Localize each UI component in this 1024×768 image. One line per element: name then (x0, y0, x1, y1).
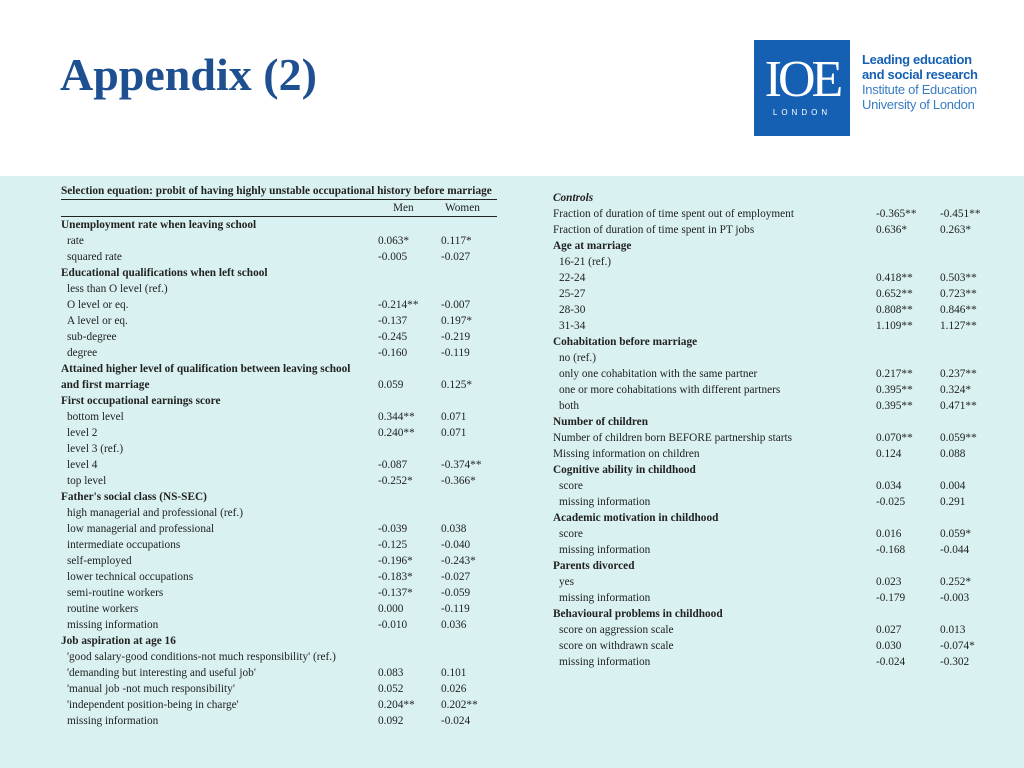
table-row (553, 590, 993, 606)
women-value: 0.026 (441, 683, 467, 695)
column-header-men: Men (393, 202, 414, 214)
controls-table (553, 190, 993, 670)
table-row (553, 286, 993, 302)
men-value: 0.395** (876, 384, 913, 396)
men-value: 0.240** (378, 427, 415, 439)
table-row (553, 494, 993, 510)
men-value: -0.005 (378, 251, 408, 263)
women-value: 0.503** (940, 272, 977, 284)
row-label: yes (559, 576, 575, 588)
row-label: only one cohabitation with the same partner (559, 368, 758, 380)
table-row (61, 297, 497, 313)
table-row (61, 505, 497, 521)
women-value: -0.027 (441, 571, 471, 583)
table-row (61, 457, 497, 473)
table-row (61, 313, 497, 329)
row-label: low managerial and professional (67, 523, 215, 535)
men-value: -0.214** (378, 299, 419, 311)
row-label: level 2 (67, 427, 98, 439)
row-label: score (559, 528, 583, 540)
men-value: -0.196* (378, 555, 413, 567)
women-value: 0.197* (441, 315, 473, 327)
women-value: -0.374** (441, 459, 482, 471)
women-value: 0.125* (441, 379, 473, 391)
row-label: 31-34 (559, 320, 586, 332)
row-label: level 3 (ref.) (67, 443, 124, 455)
row-label: less than O level (ref.) (67, 283, 168, 295)
table-row (61, 249, 497, 265)
women-value: -0.040 (441, 539, 471, 551)
row-label: 16-21 (ref.) (559, 256, 612, 268)
men-value: -0.025 (876, 496, 906, 508)
section-heading-row (61, 361, 497, 393)
men-value: -0.137* (378, 587, 413, 599)
men-value: 0.204** (378, 699, 415, 711)
women-value: 0.117* (441, 235, 472, 247)
row-label: squared rate (67, 251, 122, 263)
column-header-row (61, 200, 497, 217)
men-value: -0.160 (378, 347, 408, 359)
women-value: 0.723** (940, 288, 977, 300)
men-value: 0.016 (876, 528, 902, 540)
logo-mark: IOE (764, 51, 840, 108)
ioe-logo (754, 40, 850, 136)
men-value: 0.030 (876, 640, 902, 652)
row-label: Attained higher level of qualification between leaving school and first marriage (61, 363, 351, 391)
table-row (61, 409, 497, 425)
section-heading-row (61, 217, 497, 233)
row-label: Age at marriage (553, 240, 632, 252)
women-value: -0.059 (441, 587, 471, 599)
institute-line-1: Institute of Education (862, 82, 977, 97)
column-header-women: Women (445, 202, 480, 214)
row-label: sub-degree (67, 331, 117, 343)
row-label: intermediate occupations (67, 539, 181, 551)
table-row (61, 569, 497, 585)
selection-equation-table (61, 183, 497, 729)
men-value: 0.052 (378, 683, 404, 695)
women-value: -0.007 (441, 299, 471, 311)
row-label: Job aspiration at age 16 (61, 635, 176, 647)
row-label: score on withdrawn scale (559, 640, 674, 652)
tagline-line-1: Leading education (862, 52, 972, 67)
men-value: -0.010 (378, 619, 408, 631)
row-label: routine workers (67, 603, 139, 615)
row-label: Number of children (553, 416, 648, 428)
table-row (61, 681, 497, 697)
row-label: missing information (559, 496, 651, 508)
slide-title: Appendix (2) (60, 49, 317, 100)
table-row (61, 233, 497, 249)
men-value: 0.636* (876, 224, 908, 236)
table-row (553, 430, 993, 446)
women-value: 0.471** (940, 400, 977, 412)
table-row (553, 478, 993, 494)
women-value: -0.024 (441, 715, 471, 727)
women-value: -0.451** (940, 208, 981, 220)
row-label: no (ref.) (559, 352, 597, 364)
section-heading-row (553, 606, 993, 622)
row-label: missing information (559, 544, 651, 556)
row-label: self-employed (67, 555, 132, 567)
row-label: 25-27 (559, 288, 586, 300)
table-row (553, 542, 993, 558)
men-value: 0.000 (378, 603, 404, 615)
table-row (61, 473, 497, 489)
women-value: 0.846** (940, 304, 977, 316)
women-value: 0.263* (940, 224, 972, 236)
men-value: 0.023 (876, 576, 902, 588)
row-label: score on aggression scale (559, 624, 674, 636)
men-value: -0.024 (876, 656, 906, 668)
table-row (553, 222, 993, 238)
logo-sub: LONDON (772, 108, 832, 117)
table-row (553, 574, 993, 590)
women-value: 0.237** (940, 368, 977, 380)
men-value: 0.652** (876, 288, 913, 300)
table-row (553, 350, 993, 366)
men-value: 0.418** (876, 272, 913, 284)
table-body (553, 190, 993, 670)
women-value: 0.101 (441, 667, 467, 679)
men-value: 0.344** (378, 411, 415, 423)
table-row (553, 366, 993, 382)
row-label: O level or eq. (67, 299, 129, 311)
men-value: 0.059 (378, 379, 404, 391)
row-label: Controls (553, 192, 594, 204)
women-value: 0.088 (940, 448, 966, 460)
women-value: 0.004 (940, 480, 966, 492)
row-label: A level or eq. (67, 315, 128, 327)
men-value: 1.109** (876, 320, 913, 332)
women-value: 0.013 (940, 624, 966, 636)
women-value: 0.252* (940, 576, 972, 588)
men-value: 0.395** (876, 400, 913, 412)
men-value: 0.083 (378, 667, 404, 679)
men-value: 0.034 (876, 480, 902, 492)
row-label: Cohabitation before marriage (553, 336, 698, 348)
table-row (61, 281, 497, 297)
table-row (61, 441, 497, 457)
men-value: -0.183* (378, 571, 413, 583)
women-value: 0.059* (940, 528, 972, 540)
row-label: First occupational earnings score (61, 395, 221, 407)
men-value: -0.245 (378, 331, 408, 343)
women-value: -0.119 (441, 603, 470, 615)
men-value: -0.087 (378, 459, 408, 471)
section-heading-row (61, 489, 497, 505)
women-value: -0.366* (441, 475, 476, 487)
men-value: 0.217** (876, 368, 913, 380)
women-value: -0.243* (441, 555, 476, 567)
women-value: -0.003 (940, 592, 970, 604)
women-value: -0.119 (441, 347, 470, 359)
section-heading-row (553, 334, 993, 350)
table-row (61, 649, 497, 665)
row-label: missing information (559, 656, 651, 668)
row-label: 'manual job -not much responsibility' (67, 683, 235, 695)
table-row (61, 329, 497, 345)
table-row (553, 398, 993, 414)
row-label: 'good salary-good conditions-not much responsibility' (ref.) (67, 651, 336, 663)
men-value: -0.039 (378, 523, 408, 535)
men-value: -0.137 (378, 315, 408, 327)
row-label: level 4 (67, 459, 98, 471)
women-value: -0.044 (940, 544, 970, 556)
row-label: Educational qualifications when left school (61, 267, 268, 279)
section-heading-row (553, 414, 993, 430)
institute-line-2: University of London (862, 97, 975, 112)
section-heading-row (553, 510, 993, 526)
men-value: -0.125 (378, 539, 408, 551)
men-value: -0.252* (378, 475, 413, 487)
table-row (553, 654, 993, 670)
row-label: degree (67, 347, 98, 359)
table-row (61, 553, 497, 569)
row-label: bottom level (67, 411, 124, 423)
women-value: 0.059** (940, 432, 977, 444)
women-value: -0.027 (441, 251, 471, 263)
row-label: rate (67, 235, 84, 247)
row-label: score (559, 480, 583, 492)
men-value: -0.168 (876, 544, 906, 556)
men-value: -0.179 (876, 592, 906, 604)
row-label: missing information (67, 619, 159, 631)
table-row (553, 638, 993, 654)
tagline-line-2: and social research (862, 67, 978, 82)
women-value: -0.302 (940, 656, 970, 668)
men-value: 0.027 (876, 624, 902, 636)
section-heading-row (553, 190, 993, 206)
table-row (61, 697, 497, 713)
table-row (553, 254, 993, 270)
section-heading-row (61, 393, 497, 409)
row-label: 'independent position-being in charge' (67, 699, 239, 711)
women-value: 0.071 (441, 411, 467, 423)
table-row (553, 382, 993, 398)
row-label: top level (67, 475, 107, 487)
men-value: 0.092 (378, 715, 404, 727)
table-row (553, 622, 993, 638)
table-row (61, 665, 497, 681)
section-heading-row (553, 558, 993, 574)
row-label: semi-routine workers (67, 587, 164, 599)
table-row (61, 585, 497, 601)
women-value: 0.038 (441, 523, 467, 535)
table-row (553, 302, 993, 318)
women-value: -0.219 (441, 331, 471, 343)
table-row (61, 521, 497, 537)
table-row (553, 318, 993, 334)
men-value: -0.365** (876, 208, 917, 220)
row-label: lower technical occupations (67, 571, 194, 583)
women-value: 0.036 (441, 619, 467, 631)
row-label: Unemployment rate when leaving school (61, 219, 257, 231)
section-heading-row (553, 238, 993, 254)
table-row (61, 425, 497, 441)
row-label: Fraction of duration of time spent out of employment (553, 208, 794, 220)
men-value: 0.808** (876, 304, 913, 316)
row-label: Parents divorced (553, 560, 635, 572)
logo-tagline (862, 52, 978, 112)
row-label: Behavioural problems in childhood (553, 608, 723, 620)
section-heading-row (61, 633, 497, 649)
row-label: Missing information on children (553, 448, 700, 460)
row-label: high managerial and professional (ref.) (67, 507, 243, 519)
table-caption: Selection equation: probit of having highly unstable occupational history before marriage (61, 183, 497, 200)
row-label: 22-24 (559, 272, 586, 284)
table-row (61, 601, 497, 617)
row-label: both (559, 400, 580, 412)
women-value: 1.127** (940, 320, 977, 332)
row-label: one or more cohabitations with different partners (559, 384, 781, 396)
men-value: 0.070** (876, 432, 913, 444)
table-row (61, 537, 497, 553)
table-body (61, 217, 497, 729)
row-label: Number of children born BEFORE partnership starts (553, 432, 793, 444)
table-row (553, 526, 993, 542)
section-heading-row (553, 462, 993, 478)
table-row (553, 446, 993, 462)
section-heading-row (61, 265, 497, 281)
women-value: 0.291 (940, 496, 966, 508)
row-label: 'demanding but interesting and useful job' (67, 667, 256, 679)
women-value: 0.202** (441, 699, 478, 711)
men-value: 0.063* (378, 235, 410, 247)
row-label: Father's social class (NS-SEC) (61, 491, 207, 503)
men-value: 0.124 (876, 448, 902, 460)
table-row (553, 270, 993, 286)
women-value: 0.324* (940, 384, 972, 396)
women-value: 0.071 (441, 427, 467, 439)
table-row (553, 206, 993, 222)
row-label: Cognitive ability in childhood (553, 464, 696, 476)
row-label: 28-30 (559, 304, 586, 316)
row-label: Academic motivation in childhood (553, 512, 719, 524)
table-row (61, 345, 497, 361)
row-label: missing information (559, 592, 651, 604)
table-row (61, 713, 497, 729)
row-label: Fraction of duration of time spent in PT jobs (553, 224, 755, 236)
women-value: -0.074* (940, 640, 975, 652)
table-row (61, 617, 497, 633)
row-label: missing information (67, 715, 159, 727)
